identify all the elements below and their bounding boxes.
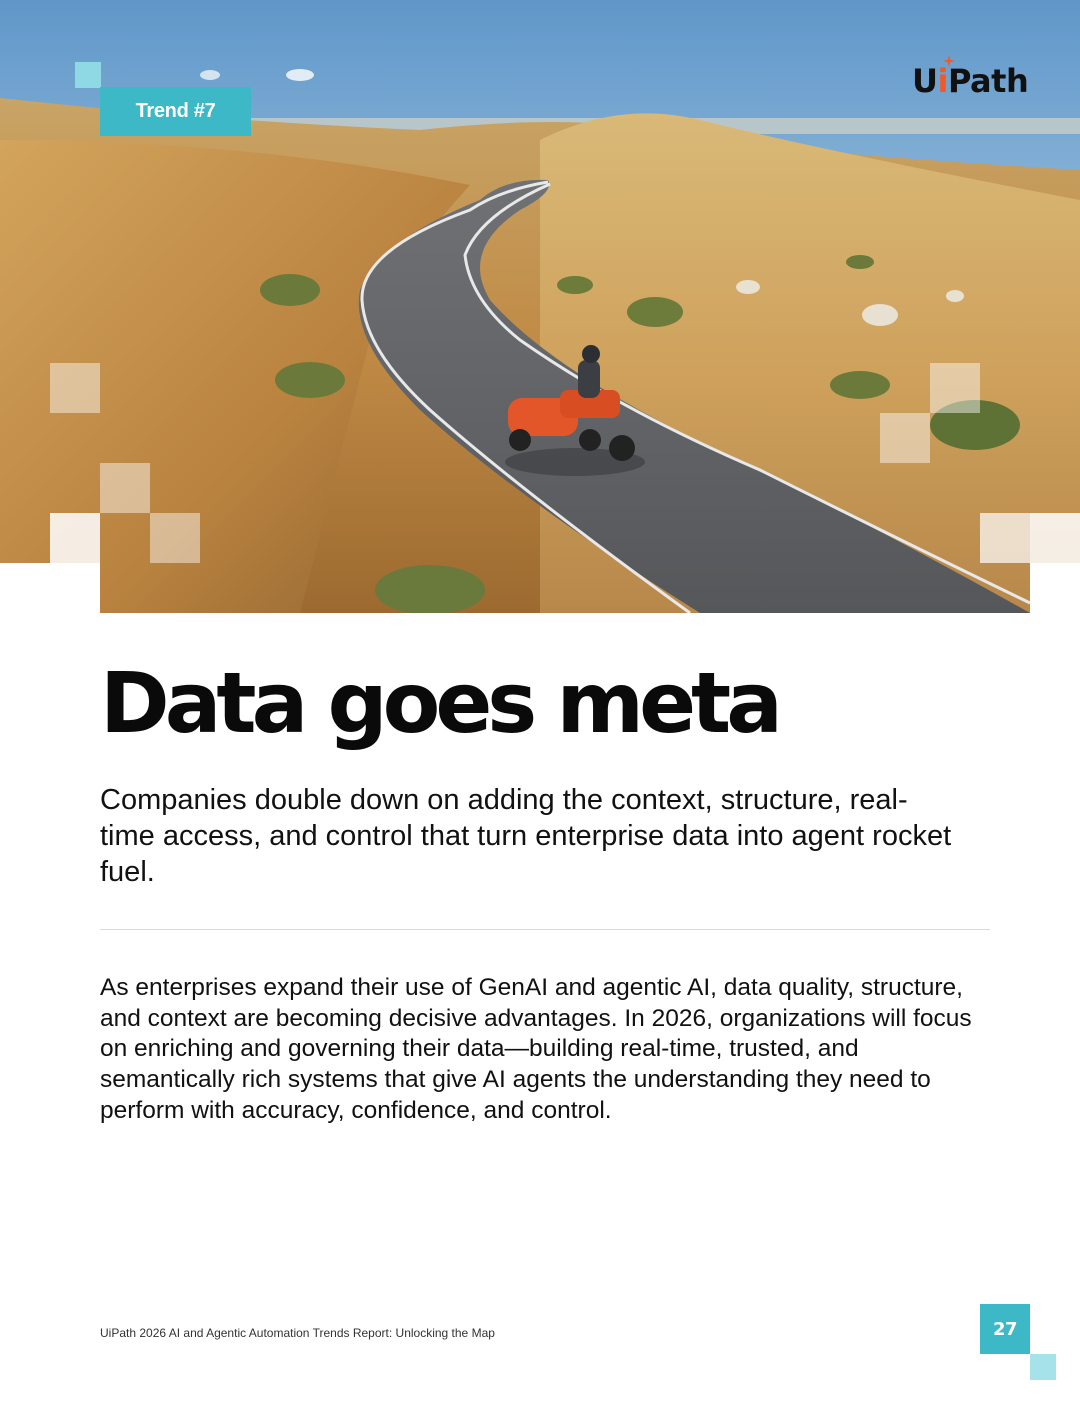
logo-i: i bbox=[937, 62, 947, 100]
logo-prefix: U bbox=[912, 62, 938, 100]
decorative-pixel bbox=[980, 513, 1030, 563]
sparkle-icon bbox=[943, 55, 955, 67]
page-subtitle: Companies double down on adding the context, structure, real-time access, and control that turn enterprise data into agent rocket fuel. bbox=[100, 784, 952, 888]
decorative-pixel-teal bbox=[75, 62, 101, 88]
decorative-pixel bbox=[930, 363, 980, 413]
decorative-pixel bbox=[50, 513, 100, 563]
hero-edge-cutout bbox=[0, 563, 100, 613]
decorative-pixel bbox=[50, 363, 100, 413]
page-title: Data goes meta bbox=[100, 654, 778, 752]
trend-badge: Trend #7 bbox=[100, 87, 251, 136]
decorative-pixel bbox=[1030, 513, 1080, 563]
uipath-logo bbox=[912, 62, 1028, 102]
footer-report-title: UiPath 2026 AI and Agentic Automation Trends Report: Unlocking the Map bbox=[100, 1326, 495, 1340]
logo-suffix: Path bbox=[947, 62, 1029, 100]
decorative-pixel bbox=[100, 463, 150, 513]
divider bbox=[100, 929, 990, 930]
decorative-pixel bbox=[880, 413, 930, 463]
page-number: 27 bbox=[980, 1304, 1030, 1354]
decorative-pixel-teal bbox=[1030, 1354, 1056, 1380]
hero-edge-cutout bbox=[1030, 563, 1080, 613]
decorative-pixel bbox=[150, 513, 200, 563]
body-paragraph: As enterprises expand their use of GenAI and agentic AI, data quality, structure, and context are becoming decisive advantages. In 2026, organizations will focus on enriching and governing their data—building real-time, trusted, and semantically rich systems that give AI agents the understanding they need to perform with accuracy, confidence, and control. bbox=[100, 974, 972, 1124]
